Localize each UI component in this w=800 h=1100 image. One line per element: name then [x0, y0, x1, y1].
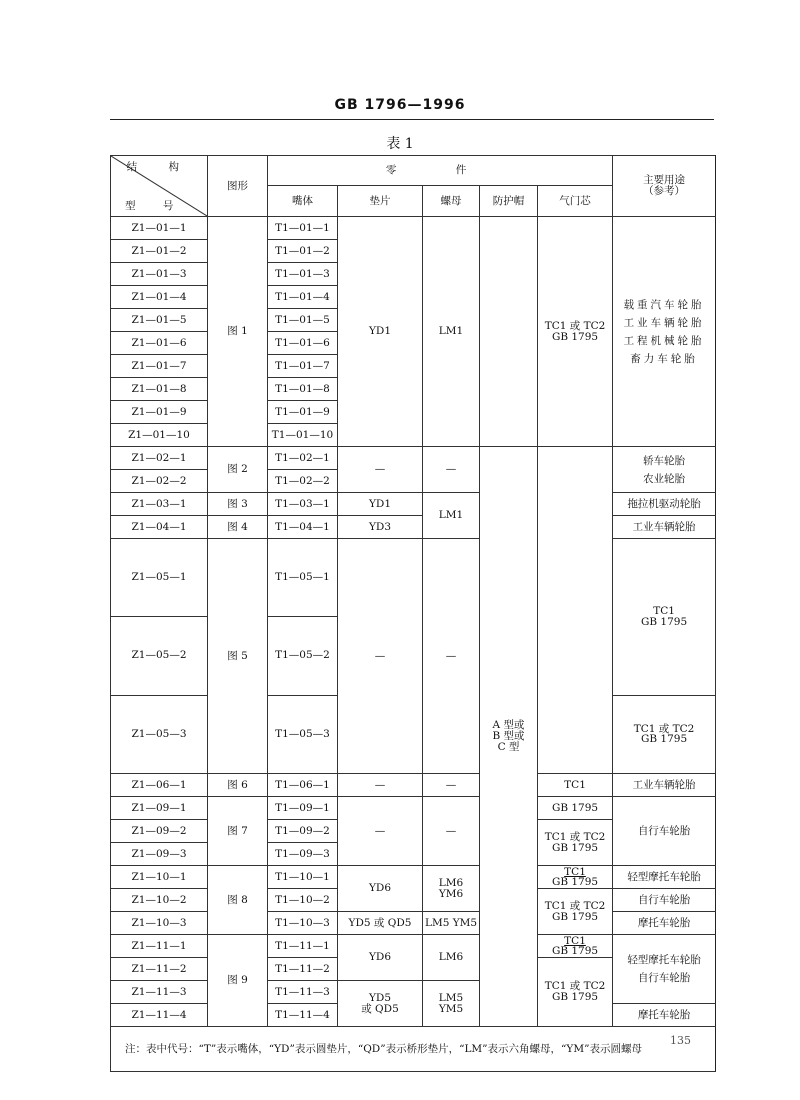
- body-cell: T1—01—5: [268, 309, 338, 332]
- figure-cell: 图 2: [208, 447, 268, 493]
- table-row: [111, 217, 716, 240]
- usage-cell: 轿车轮胎 农业轮胎: [613, 447, 716, 493]
- core-cell: TC1 GB 1795: [538, 866, 613, 889]
- header-figure: 图形: [208, 156, 268, 217]
- nut-cell: LM5 YM5: [423, 912, 480, 935]
- body-cell: T1—10—2: [268, 889, 338, 912]
- header-usage: 主要用途 （参考）: [613, 156, 716, 217]
- table-row: [111, 797, 716, 820]
- nut-cell: —: [423, 774, 480, 797]
- model-cell: Z1—11—4: [111, 1004, 208, 1027]
- core-cell: TC1 或 TC2 GB 1795: [538, 217, 613, 447]
- nut-cell: LM1: [423, 493, 480, 539]
- table-row: [111, 539, 716, 617]
- model-cell: Z1—02—1: [111, 447, 208, 470]
- body-cell: T1—01—1: [268, 217, 338, 240]
- body-cell: T1—09—3: [268, 843, 338, 866]
- body-cell: T1—02—2: [268, 470, 338, 493]
- model-cell: Z1—01—5: [111, 309, 208, 332]
- core-cell: GB 1795: [538, 797, 613, 820]
- header-core: 气门芯: [538, 186, 613, 217]
- nut-cell: LM6 YM6: [423, 866, 480, 912]
- model-cell: Z1—09—2: [111, 820, 208, 843]
- cap-cell: A 型或 B 型或 C 型: [480, 447, 538, 1027]
- header-structure: 结 构: [126, 161, 193, 173]
- model-cell: Z1—06—1: [111, 774, 208, 797]
- body-cell: T1—01—6: [268, 332, 338, 355]
- model-cell: Z1—05—2: [111, 617, 208, 695]
- body-cell: T1—11—2: [268, 958, 338, 981]
- table-row: [111, 493, 716, 516]
- washer-cell: —: [338, 797, 423, 866]
- usage-cell: 摩托车轮胎: [613, 912, 716, 935]
- body-cell: T1—01—10: [268, 424, 338, 447]
- table-row: [111, 516, 716, 539]
- nut-cell: —: [423, 797, 480, 866]
- model-cell: Z1—01—8: [111, 378, 208, 401]
- model-cell: Z1—01—4: [111, 286, 208, 309]
- core-cell: TC1 GB 1795: [538, 935, 613, 958]
- figure-cell: 图 3: [208, 493, 268, 516]
- model-cell: Z1—01—3: [111, 263, 208, 286]
- washer-cell: YD5 或 QD5: [338, 912, 423, 935]
- body-cell: T1—10—3: [268, 912, 338, 935]
- table-row: [111, 774, 716, 797]
- model-cell: Z1—05—1: [111, 539, 208, 617]
- diagonal-header-cell: [111, 156, 208, 217]
- table-note: 注：表中代号：“T”表示嘴体，“YD”表示圆垫片，“QD”表示桥形垫片，“LM”表示六角螺母，“YM”表示圆螺母: [111, 1027, 716, 1072]
- body-cell: T1—05—2: [268, 617, 338, 695]
- body-cell: T1—06—1: [268, 774, 338, 797]
- model-cell: Z1—01—2: [111, 240, 208, 263]
- body-cell: T1—01—4: [268, 286, 338, 309]
- washer-cell: —: [338, 447, 423, 493]
- model-cell: Z1—11—2: [111, 958, 208, 981]
- model-cell: Z1—10—1: [111, 866, 208, 889]
- table-row: [111, 447, 716, 470]
- figure-cell: 图 1: [208, 217, 268, 447]
- figure-cell: 图 4: [208, 516, 268, 539]
- model-cell: Z1—01—1: [111, 217, 208, 240]
- header-body: 嘴体: [268, 186, 338, 217]
- nut-cell: —: [423, 539, 480, 774]
- body-cell: T1—01—9: [268, 401, 338, 424]
- body-cell: T1—01—7: [268, 355, 338, 378]
- note-row: [111, 1027, 716, 1072]
- core-cell: TC1 或 TC2 GB 1795: [538, 889, 613, 935]
- core-cell: TC1: [538, 774, 613, 797]
- usage-cell: 摩托车轮胎: [613, 1004, 716, 1027]
- nut-cell: LM5 YM5: [423, 981, 480, 1027]
- header-rule: [110, 119, 714, 120]
- body-cell: T1—05—3: [268, 695, 338, 773]
- model-cell: Z1—04—1: [111, 516, 208, 539]
- body-cell: T1—11—1: [268, 935, 338, 958]
- figure-cell: 图 5: [208, 539, 268, 774]
- model-cell: Z1—11—3: [111, 981, 208, 1004]
- body-cell: T1—11—3: [268, 981, 338, 1004]
- model-cell: Z1—10—3: [111, 912, 208, 935]
- usage-cell: 工业车辆轮胎: [613, 516, 716, 539]
- washer-cell: —: [338, 774, 423, 797]
- core-cell: TC1 或 TC2 GB 1795: [538, 958, 613, 1027]
- nut-cell: LM1: [423, 217, 480, 447]
- body-cell: T1—01—2: [268, 240, 338, 263]
- model-cell: Z1—02—2: [111, 470, 208, 493]
- model-cell: Z1—09—3: [111, 843, 208, 866]
- standard-number: GB 1796—1996: [334, 97, 466, 113]
- washer-cell: YD3: [338, 516, 423, 539]
- usage-cell: 轻型摩托车轮胎 自行车轮胎: [613, 935, 716, 1004]
- header-parts: 零 件: [268, 156, 613, 186]
- usage-cell: 自行车轮胎: [613, 889, 716, 912]
- body-cell: T1—09—1: [268, 797, 338, 820]
- washer-cell: YD6: [338, 866, 423, 912]
- body-cell: T1—09—2: [268, 820, 338, 843]
- usage-cell: 载重汽车轮胎 工业车辆轮胎 工程机械轮胎 畜力车轮胎: [613, 217, 716, 447]
- model-cell: Z1—01—9: [111, 401, 208, 424]
- body-cell: T1—01—8: [268, 378, 338, 401]
- nut-cell: —: [423, 447, 480, 493]
- body-cell: T1—01—3: [268, 263, 338, 286]
- header-washer: 垫片: [338, 186, 423, 217]
- figure-cell: 图 6: [208, 774, 268, 797]
- nut-cell: LM6: [423, 935, 480, 981]
- figure-cell: 图 7: [208, 797, 268, 866]
- core-cell: TC1 或 TC2 GB 1795: [538, 820, 613, 866]
- core-cell: TC1 GB 1795: [613, 539, 716, 696]
- usage-cell: 拖拉机驱动轮胎: [613, 493, 716, 516]
- table-row: [111, 866, 716, 889]
- table-row: [111, 912, 716, 935]
- body-cell: T1—03—1: [268, 493, 338, 516]
- model-cell: Z1—09—1: [111, 797, 208, 820]
- body-cell: T1—05—1: [268, 539, 338, 617]
- core-cell-blank: [538, 447, 613, 774]
- model-cell: Z1—01—7: [111, 355, 208, 378]
- washer-cell: YD6: [338, 935, 423, 981]
- core-cell: TC1 或 TC2 GB 1795: [613, 695, 716, 773]
- table-row: [111, 935, 716, 958]
- body-cell: T1—02—1: [268, 447, 338, 470]
- body-cell: T1—10—1: [268, 866, 338, 889]
- model-cell: Z1—11—1: [111, 935, 208, 958]
- model-cell: Z1—05—3: [111, 695, 208, 773]
- table-caption: 表 1: [386, 136, 414, 152]
- header-cap: 防护帽: [480, 186, 538, 217]
- model-cell: Z1—01—10: [111, 424, 208, 447]
- washer-cell: YD5 或 QD5: [338, 981, 423, 1027]
- washer-cell: YD1: [338, 217, 423, 447]
- washer-cell: YD1: [338, 493, 423, 516]
- usage-cell: 轻型摩托车轮胎: [613, 866, 716, 889]
- model-cell: Z1—10—2: [111, 889, 208, 912]
- model-cell: Z1—03—1: [111, 493, 208, 516]
- body-cell: T1—11—4: [268, 1004, 338, 1027]
- cap-cell-blank: [480, 217, 538, 447]
- page-number: 135: [670, 1034, 691, 1047]
- header-model: 型 号: [125, 200, 186, 212]
- washer-cell: —: [338, 539, 423, 774]
- header-nut: 螺母: [423, 186, 480, 217]
- figure-cell: 图 8: [208, 866, 268, 935]
- body-cell: T1—04—1: [268, 516, 338, 539]
- valve-spec-table: [110, 155, 716, 1072]
- usage-cell: 自行车轮胎: [613, 797, 716, 866]
- model-cell: Z1—01—6: [111, 332, 208, 355]
- usage-cell: 工业车辆轮胎: [613, 774, 716, 797]
- figure-cell: 图 9: [208, 935, 268, 1027]
